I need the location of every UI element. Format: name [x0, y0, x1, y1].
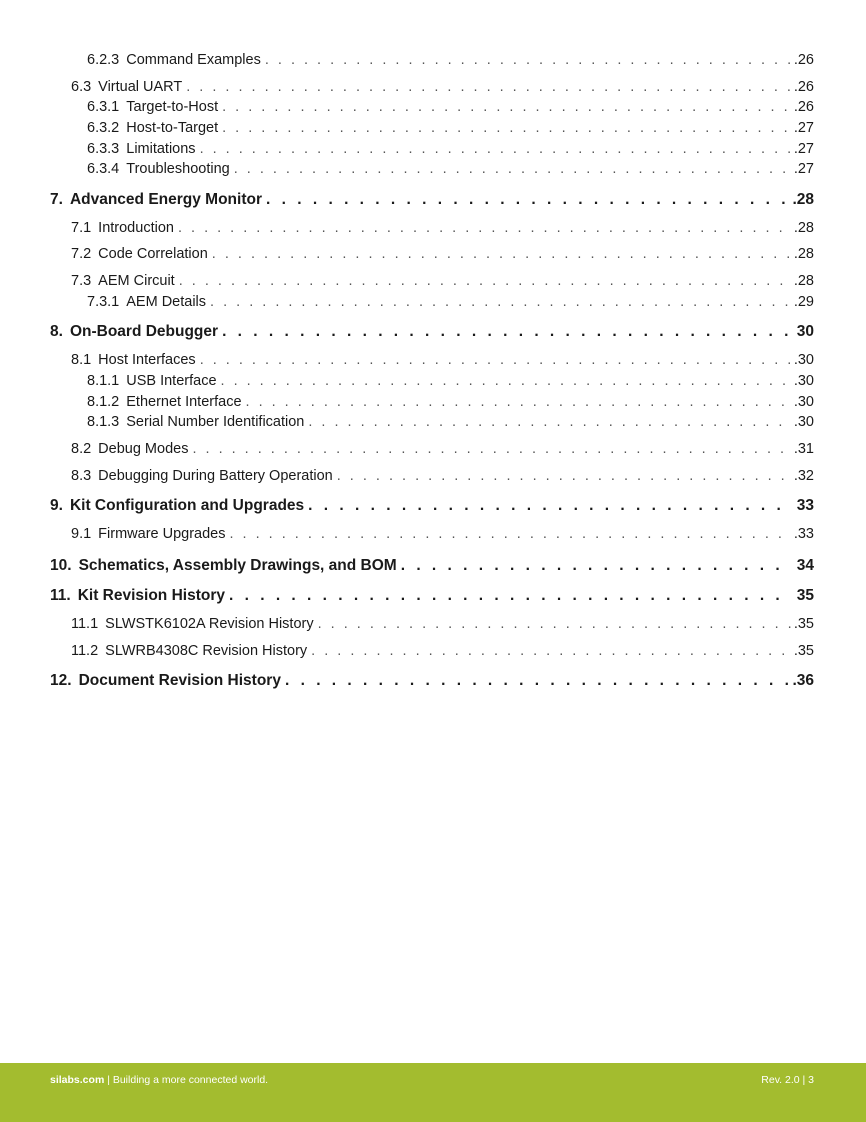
toc-entry-title: Ethernet Interface	[126, 394, 242, 410]
toc-entry[interactable]	[87, 160, 814, 178]
dot-leader	[179, 272, 792, 290]
toc-entry[interactable]	[71, 440, 814, 458]
toc-entry-title: Debug Modes	[98, 441, 189, 457]
dot-leader	[318, 615, 792, 633]
toc-entry-title: On-Board Debugger	[69, 323, 219, 340]
toc-entry-number: 7.	[50, 191, 63, 208]
toc-entry[interactable]	[71, 351, 814, 369]
toc-entry-number: 7.2	[71, 246, 92, 262]
toc-entry[interactable]	[71, 615, 814, 633]
dot-leader	[234, 160, 792, 178]
toc-entry-number: 9.1	[71, 526, 92, 542]
toc-entry-page: .28	[793, 220, 814, 236]
toc-entry[interactable]	[50, 191, 814, 209]
toc-entry-number: 6.3.1	[87, 99, 120, 115]
toc-entry-number: 6.2.3	[87, 52, 120, 68]
toc-entry-number: 7.1	[71, 220, 92, 236]
dot-leader	[246, 393, 792, 411]
toc-entry-page: .30	[793, 352, 814, 368]
dot-leader	[222, 119, 792, 137]
toc-entry-page: .27	[793, 120, 814, 136]
toc-entry-number: 9.	[50, 497, 63, 514]
toc-entry[interactable]	[87, 413, 814, 431]
toc-entry-title: Limitations	[126, 141, 196, 157]
toc-entry[interactable]	[87, 140, 814, 158]
toc-entry-page: 33	[796, 497, 814, 514]
toc-entry-title: Host-to-Target	[126, 120, 219, 136]
toc-entry-page: .29	[793, 294, 814, 310]
toc-entry[interactable]	[71, 78, 814, 96]
toc-entry-page: .36	[792, 672, 814, 689]
toc-entry-title: Firmware Upgrades	[98, 526, 226, 542]
toc-entry-number: 8.1.2	[87, 394, 120, 410]
toc-entry[interactable]	[87, 393, 814, 411]
toc-entry-page: 35	[796, 587, 814, 604]
dot-leader	[210, 293, 792, 311]
toc-entry[interactable]	[87, 119, 814, 137]
toc-entry-title: Virtual UART	[98, 79, 183, 95]
toc-entry[interactable]	[87, 51, 814, 69]
dot-leader	[222, 323, 792, 341]
toc-entry-number: 11.1	[71, 616, 99, 632]
dot-leader	[192, 440, 791, 458]
dot-leader	[285, 672, 790, 690]
dot-leader	[229, 587, 792, 605]
toc-entry-page: .26	[793, 52, 814, 68]
dot-leader	[337, 467, 792, 485]
toc-entry-page: .32	[793, 468, 814, 484]
toc-entry-title: Code Correlation	[98, 246, 208, 262]
page-footer	[0, 1063, 866, 1122]
toc-entry-title: Kit Configuration and Upgrades	[69, 497, 305, 514]
toc-entry[interactable]	[50, 587, 814, 605]
toc-entry-title: Schematics, Assembly Drawings, and BOM	[78, 557, 397, 574]
dot-leader	[200, 140, 792, 158]
toc-entry[interactable]	[50, 497, 814, 515]
toc-entry-title: Kit Revision History	[77, 587, 225, 604]
toc-entry-title: Advanced Energy Monitor	[69, 191, 262, 208]
dot-leader	[221, 372, 792, 390]
toc-entry-number: 8.2	[71, 441, 92, 457]
footer-revision: Rev. 2.0 | 3	[761, 1074, 814, 1086]
dot-leader	[178, 219, 792, 237]
dot-leader	[186, 78, 792, 96]
toc-entry-title: SLWRB4308C Revision History	[105, 643, 308, 659]
dot-leader	[212, 245, 792, 263]
toc-entry[interactable]	[50, 323, 814, 341]
toc-entry-number: 12.	[50, 672, 72, 689]
toc-entry-title: Serial Number Identification	[126, 414, 305, 430]
toc-entry-page: .26	[793, 99, 814, 115]
toc-entry-number: 8.1.1	[87, 373, 120, 389]
toc-entry-title: AEM Circuit	[98, 273, 175, 289]
footer-left	[50, 1074, 268, 1086]
dot-leader	[222, 98, 792, 116]
toc-entry-page: 34	[796, 557, 814, 574]
dot-leader	[266, 191, 790, 209]
toc-entry-number: 8.1.3	[87, 414, 120, 430]
toc-entry-page: .31	[793, 441, 814, 457]
toc-entry-number: 8.	[50, 323, 63, 340]
toc-entry[interactable]	[71, 642, 814, 660]
toc-entry-page: 30	[796, 323, 814, 340]
toc-entry-page: .30	[793, 394, 814, 410]
toc-entry-number: 7.3	[71, 273, 92, 289]
toc-entry[interactable]	[50, 557, 814, 575]
toc-entry-number: 11.2	[71, 643, 99, 659]
footer-site-link[interactable]: silabs.com	[50, 1074, 105, 1086]
toc-entry-title: Introduction	[98, 220, 174, 236]
toc-entry[interactable]	[87, 372, 814, 390]
toc-entry-title: Debugging During Battery Operation	[98, 468, 333, 484]
dot-leader	[265, 51, 792, 69]
toc-entry-page: .35	[793, 616, 814, 632]
toc-entry-number: 11.	[50, 587, 71, 604]
toc-entry-page: .27	[793, 161, 814, 177]
toc-entry[interactable]	[87, 293, 814, 311]
toc-entry[interactable]	[71, 525, 814, 543]
toc-entry-page: .27	[793, 141, 814, 157]
toc-entry-page: .28	[793, 273, 814, 289]
toc-entry-title: AEM Details	[126, 294, 207, 310]
toc-entry-title: USB Interface	[126, 373, 217, 389]
toc-entry-number: 7.3.1	[87, 294, 120, 310]
toc-entry-title: Target-to-Host	[126, 99, 219, 115]
toc-entry-number: 6.3	[71, 79, 92, 95]
dot-leader	[308, 497, 792, 515]
toc-entry[interactable]	[50, 672, 814, 690]
toc-entry-title: Host Interfaces	[98, 352, 196, 368]
dot-leader	[401, 557, 792, 575]
toc-entry-number: 6.3.4	[87, 161, 120, 177]
toc-entry-title: Command Examples	[126, 52, 261, 68]
toc-entry-page: .28	[792, 191, 814, 208]
footer-tagline: | Building a more connected world.	[104, 1074, 269, 1086]
toc-entry[interactable]	[71, 467, 814, 485]
toc-entry-number: 8.3	[71, 468, 92, 484]
toc-entry-number: 10.	[50, 557, 72, 574]
toc-entry-page: .28	[793, 246, 814, 262]
toc-entry-number: 8.1	[71, 352, 92, 368]
toc-entry-number: 6.3.3	[87, 141, 120, 157]
toc-entry-page: .26	[793, 79, 814, 95]
toc-entry-number: 6.3.2	[87, 120, 120, 136]
toc-entry-page: .33	[793, 526, 814, 542]
toc-entry-page: .30	[793, 414, 814, 430]
toc-entry-title: Document Revision History	[78, 672, 281, 689]
dot-leader	[311, 642, 792, 660]
toc-entry[interactable]	[87, 98, 814, 116]
toc-entry-title: SLWSTK6102A Revision History	[105, 616, 314, 632]
dot-leader	[230, 525, 792, 543]
toc-entry[interactable]	[71, 245, 814, 263]
toc-entry-title: Troubleshooting	[126, 161, 230, 177]
toc-entry-page: .35	[793, 643, 814, 659]
toc-entry[interactable]	[71, 219, 814, 237]
toc-entry[interactable]	[71, 272, 814, 290]
dot-leader	[200, 351, 792, 369]
dot-leader	[308, 413, 791, 431]
toc-entry-page: .30	[793, 373, 814, 389]
